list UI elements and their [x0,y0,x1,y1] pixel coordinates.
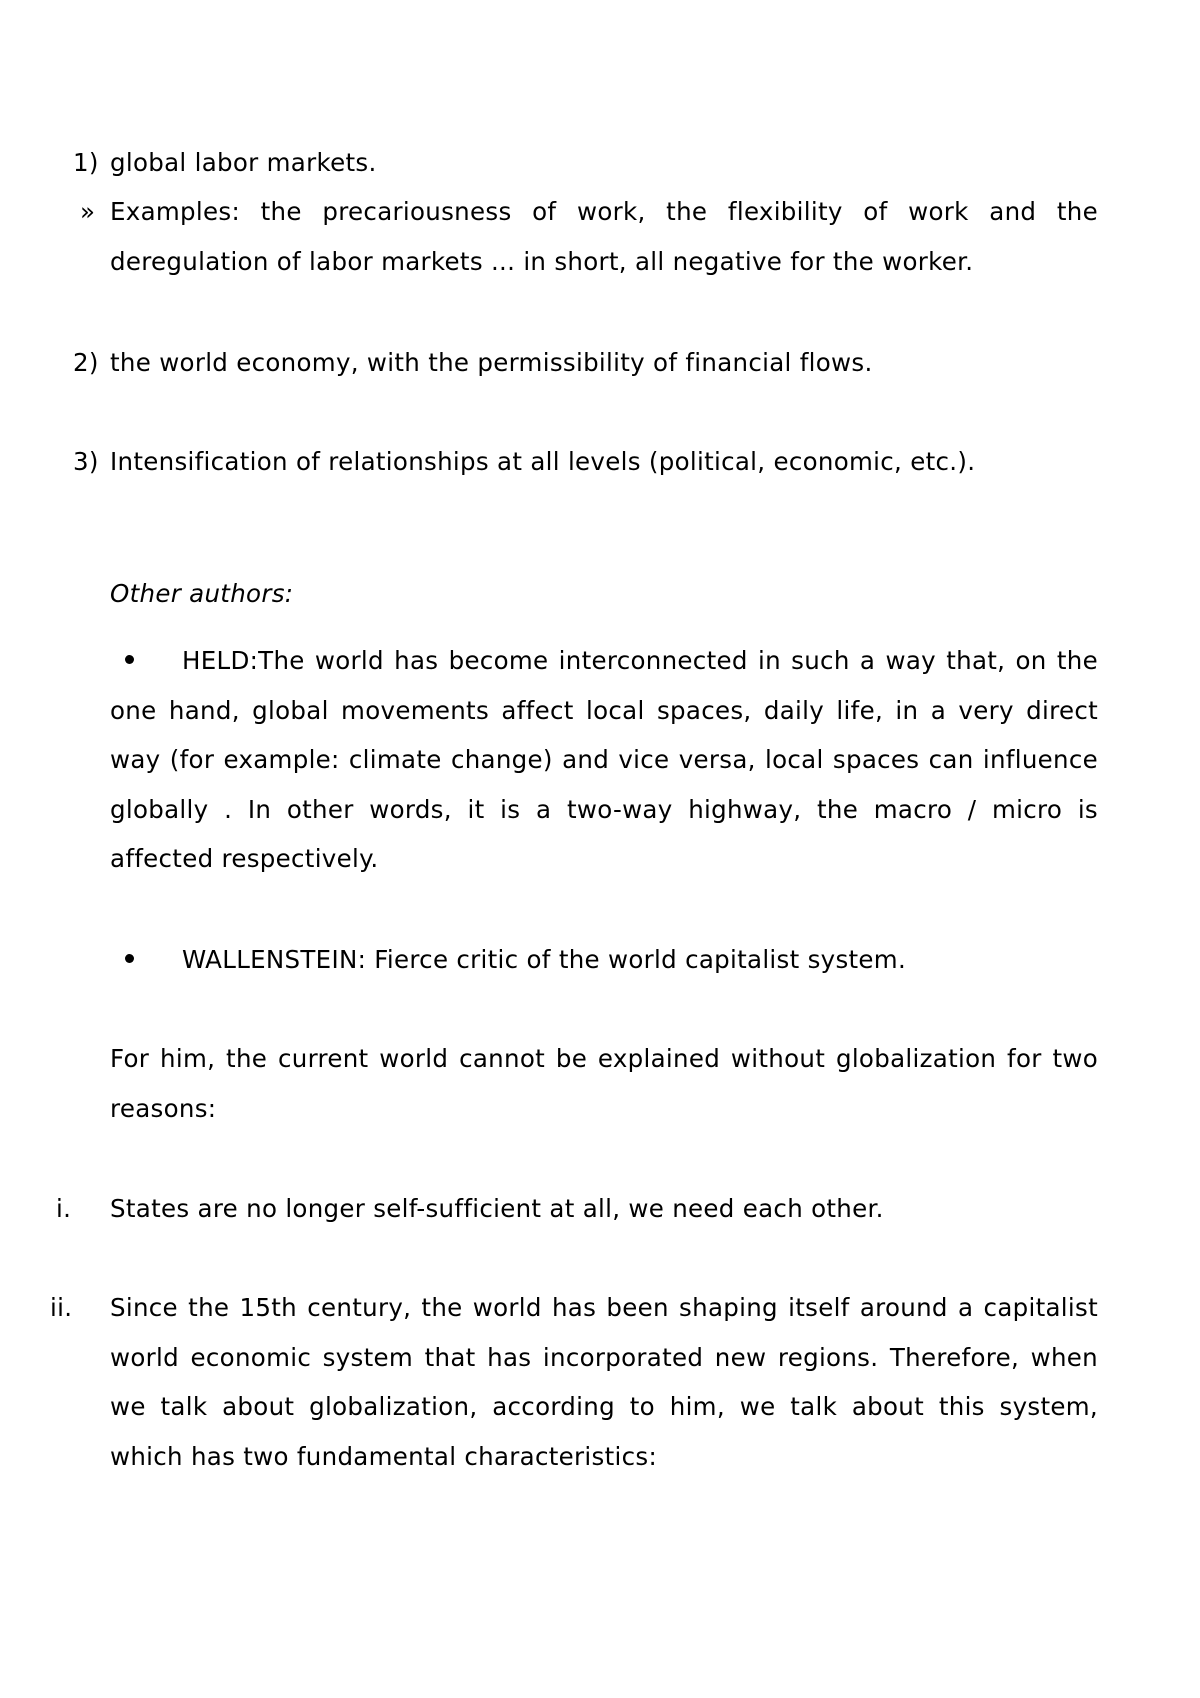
sub-bullet-marker: » [80,197,96,226]
bullet-dot-wallenstein [125,954,134,963]
list-item-3-text: Intensification of relationships at all levels (political, economic, etc.). [110,447,976,476]
reason-ii-text: Since the 15th century, the world has been shaping itself around a capitalist world economic system that has incorporated new regions. Therefore, when we talk about globalization, according to him, we talk about this system, which has two fundamental characteristics: [110,1293,1098,1471]
wallenstein-text: WALLENSTEIN: Fierce critic of the world capitalist system. [182,945,907,974]
list-item-1-examples: Examples: the precariousness of work, the flexibility of work and the deregulation of labor markets ... in short, all negative for the worker. [110,197,1098,276]
list-item-1-text: global labor markets. [110,148,377,177]
roman-marker-i: i. [56,1194,72,1223]
roman-marker-ii: ii. [50,1293,73,1322]
held-text: HELD:The world has become interconnected in such a way that, on the one hand, global movements affect local spaces, daily life, in a very direct way (for example: climate change) and vice versa, local spaces can influence globally . In other words, it is a two-way highway, the macro / micro is affected respectively. [110,646,1098,873]
list-marker-1: 1) [73,148,99,177]
list-marker-3: 3) [73,447,99,476]
for-him-paragraph: For him, the current world cannot be explained without globalization for two reasons: [110,1044,1098,1123]
held-paragraph [110,636,1098,884]
list-marker-2: 2) [73,348,99,377]
reason-i-text: States are no longer self-sufficient at all, we need each other. [110,1194,884,1223]
section-heading-other-authors: Other authors: [110,579,294,608]
list-item-2-text: the world economy, with the permissibility of financial flows. [110,348,873,377]
